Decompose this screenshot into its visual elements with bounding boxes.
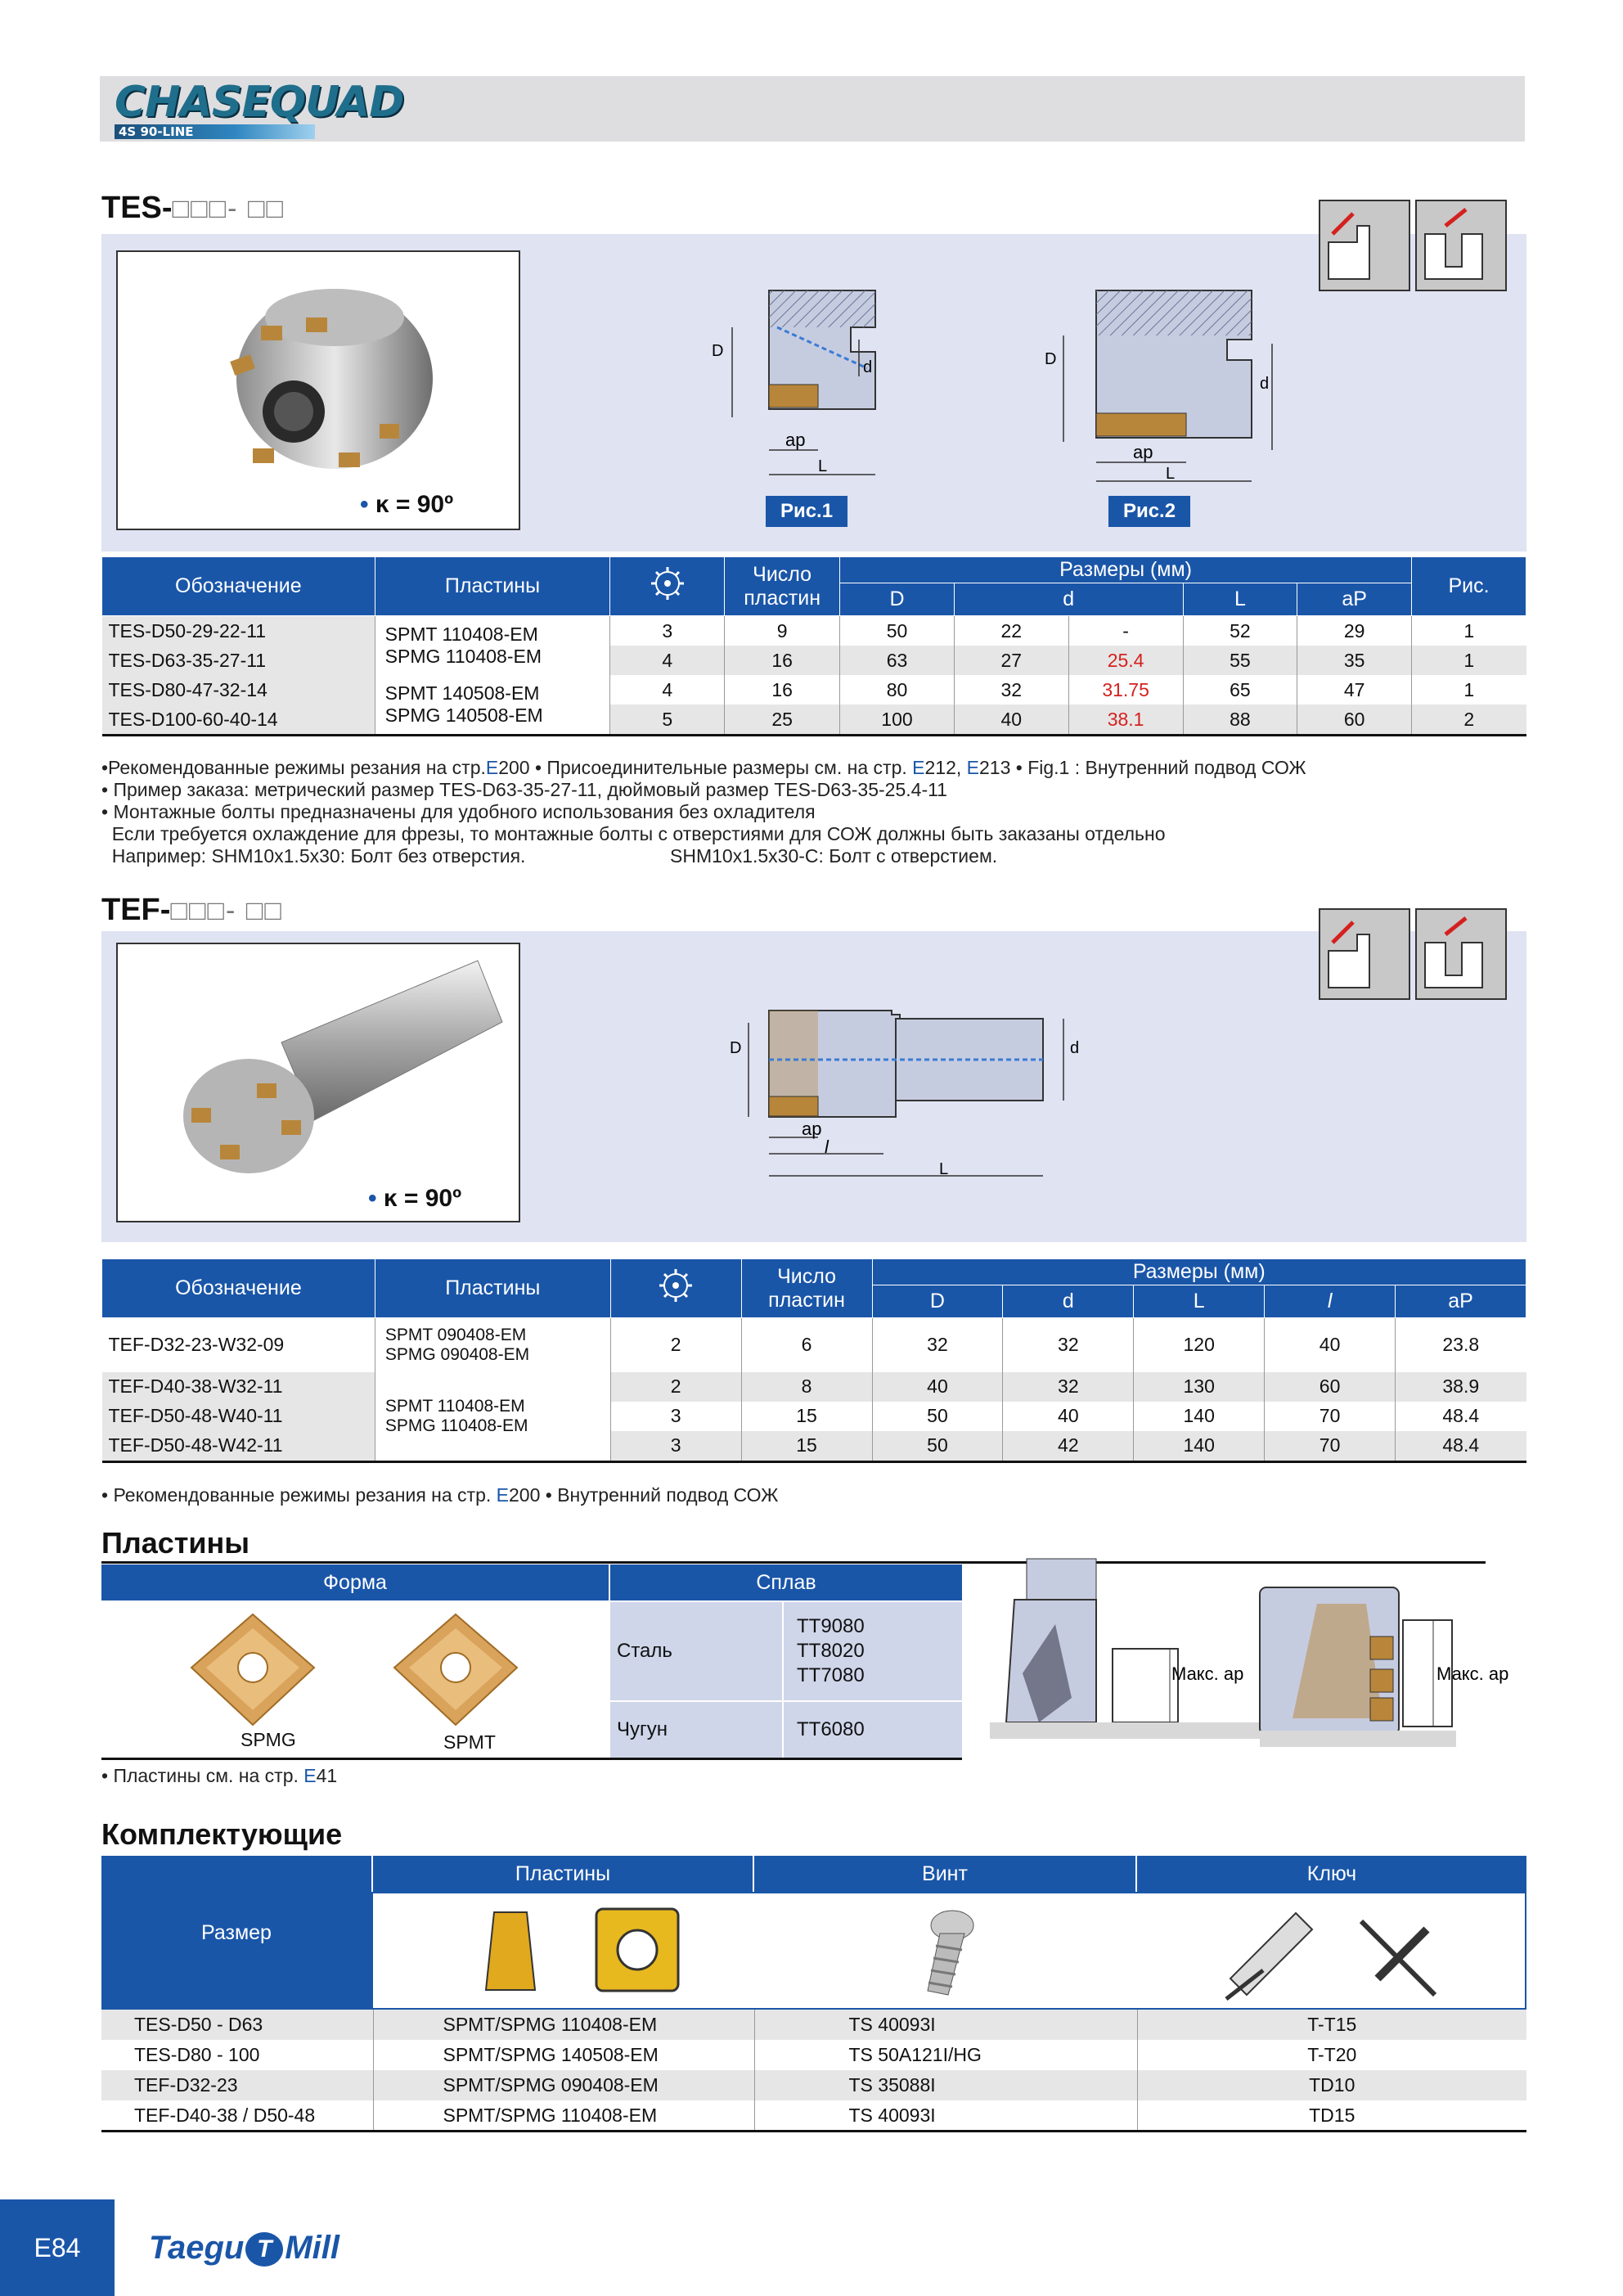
tef-note: • Рекомендованные режимы резания на стр. E200 • Внутренний подвод СОЖ bbox=[101, 1484, 779, 1506]
parts-key: T-T20 bbox=[1137, 2040, 1526, 2070]
steel-grades bbox=[784, 1602, 962, 1700]
parts-screw: TS 40093I bbox=[754, 2100, 1137, 2132]
slot-milling-icon bbox=[1415, 200, 1507, 291]
tes-note-4: Если требуется охлаждение для фрезы, то монтажные болты с отверстиями для СОЖ должны быть заказаны отдельно bbox=[101, 823, 1166, 844]
parts-col-inserts: Пластины bbox=[373, 1856, 753, 1892]
cell: 1 bbox=[1412, 675, 1526, 705]
cell: 32 bbox=[954, 675, 1068, 705]
cell: 2 bbox=[610, 1318, 741, 1372]
tes-col-d: d bbox=[954, 583, 1183, 616]
cell: 140 bbox=[1134, 1431, 1265, 1462]
tef-table bbox=[101, 1258, 1526, 1463]
parts-key: T-T15 bbox=[1137, 2010, 1526, 2040]
parts-key: TD10 bbox=[1137, 2070, 1526, 2100]
fig2-dim-ap: ap bbox=[1133, 442, 1153, 462]
cell: 80 bbox=[840, 675, 955, 705]
plates-table bbox=[101, 1564, 962, 1758]
cell: 40 bbox=[1265, 1318, 1396, 1372]
tes-col-count: Число пластин bbox=[725, 557, 840, 616]
parts-screw: TS 50A121I/HG bbox=[754, 2040, 1137, 2070]
parts-screw: TS 40093I bbox=[754, 2010, 1137, 2040]
brand-taegu: Taegu bbox=[149, 2230, 245, 2266]
cell: 1 bbox=[1412, 646, 1526, 675]
cell: 4 bbox=[610, 646, 725, 675]
insert-name: SPMT 110408-EM bbox=[384, 624, 538, 645]
tes-fig2-badge: Рис.2 bbox=[1108, 496, 1190, 527]
cell: 65 bbox=[1183, 675, 1297, 705]
parts-ins: SPMT/SPMG 090408-EM bbox=[373, 2070, 754, 2100]
teeth-icon bbox=[655, 1265, 696, 1306]
cell: 70 bbox=[1265, 1431, 1396, 1462]
tef-drawing bbox=[720, 994, 1194, 1195]
plates-col-alloy: Сплав bbox=[610, 1564, 962, 1600]
tes-row-code: TES-D50-29-22-11 bbox=[102, 616, 375, 646]
cell: 2 bbox=[610, 1372, 741, 1402]
cell: 130 bbox=[1134, 1372, 1265, 1402]
tes-col-dims: Размеры (мм) bbox=[840, 557, 1412, 583]
parts-col-size: Размер bbox=[101, 1856, 371, 2010]
cell: - bbox=[1068, 616, 1183, 646]
tes-title bbox=[101, 190, 285, 227]
brand-mill: Mill bbox=[285, 2230, 339, 2266]
cell: 15 bbox=[741, 1431, 872, 1462]
insert-name: SPMT 140508-EM bbox=[384, 682, 540, 704]
cell: 47 bbox=[1297, 675, 1412, 705]
tef-dim-D: D bbox=[730, 1039, 742, 1057]
table-row bbox=[102, 646, 1526, 675]
cell: 50 bbox=[840, 616, 955, 646]
parts-title: Комплектующие bbox=[101, 1817, 343, 1851]
tes-cutter-image bbox=[118, 252, 519, 529]
brand-t-emblem: T bbox=[245, 2232, 283, 2267]
table-row bbox=[102, 705, 1526, 736]
tef-cutter-image bbox=[118, 944, 519, 1221]
tes-code-boxes: □□□- □□ bbox=[172, 193, 285, 224]
parts-ins: SPMT/SPMG 110408-EM bbox=[373, 2100, 754, 2132]
tes-inserts-b bbox=[375, 675, 610, 736]
tef-dim-l: l bbox=[825, 1137, 829, 1157]
tef-col-count: Число пластин bbox=[741, 1259, 872, 1318]
max-ap-label-2: Макс. ap bbox=[1436, 1663, 1509, 1684]
cell: 29 bbox=[1297, 616, 1412, 646]
insert-side-icon bbox=[478, 1908, 543, 1998]
parts-size: TEF-D32-23 bbox=[101, 2070, 373, 2100]
cell-inch: 31.75 bbox=[1068, 675, 1183, 705]
cell: 1 bbox=[1412, 616, 1526, 646]
cell: 140 bbox=[1134, 1402, 1265, 1431]
tef-inserts-b bbox=[375, 1372, 610, 1462]
t-key-icon bbox=[1345, 1905, 1451, 2003]
tef-col-dims: Размеры (мм) bbox=[872, 1259, 1526, 1285]
cell: 60 bbox=[1265, 1372, 1396, 1402]
tef-dim-L: L bbox=[939, 1160, 949, 1178]
parts-size: TES-D80 - 100 bbox=[134, 2044, 260, 2065]
table-row bbox=[101, 2100, 1526, 2132]
table-row bbox=[102, 1431, 1526, 1462]
cell: 3 bbox=[610, 1402, 741, 1431]
parts-header bbox=[101, 1856, 1526, 2010]
fig1-dim-d: d bbox=[863, 358, 873, 376]
parts-key: TD15 bbox=[1137, 2100, 1526, 2132]
tes-col-fig: Рис. bbox=[1412, 557, 1526, 616]
cell: 3 bbox=[610, 616, 725, 646]
parts-col-screw: Винт bbox=[754, 1856, 1135, 1892]
parts-size: TES-D50 - D63 bbox=[101, 2010, 373, 2040]
cell: 32 bbox=[1003, 1318, 1134, 1372]
cell: 15 bbox=[741, 1402, 872, 1431]
page-number: E84 bbox=[0, 2199, 115, 2296]
iron-grade: TT6080 bbox=[784, 1702, 962, 1758]
cell: 88 bbox=[1183, 705, 1297, 736]
cell: 40 bbox=[1003, 1402, 1134, 1431]
cell: 63 bbox=[840, 646, 955, 675]
cell: 27 bbox=[954, 646, 1068, 675]
steel-label: Сталь bbox=[610, 1602, 782, 1700]
spmt-label: SPMT bbox=[443, 1731, 496, 1753]
plates-bottom-rule bbox=[101, 1758, 962, 1760]
parts-ins: SPMT/SPMG 110408-EM bbox=[373, 2010, 754, 2040]
cell: 16 bbox=[725, 646, 840, 675]
tes-inserts-a bbox=[375, 616, 610, 676]
cell: 35 bbox=[1297, 646, 1412, 675]
torx-key-icon bbox=[1214, 1905, 1320, 2003]
parts-col-key: Ключ bbox=[1137, 1856, 1526, 1892]
plates-title: Пластины bbox=[101, 1526, 250, 1560]
plates-note: • Пластины см. на стр. E41 bbox=[101, 1765, 338, 1786]
tes-note-2: • Пример заказа: метрический размер TES-D63-35-27-11, дюймовый размер TES-D63-35-25.4-11 bbox=[101, 779, 947, 800]
tes-kappa: • ĸ = 90º bbox=[360, 491, 454, 518]
cell: 60 bbox=[1297, 705, 1412, 736]
cell: 3 bbox=[610, 1431, 741, 1462]
insert-name: SPMG 140508-EM bbox=[384, 705, 543, 726]
tes-fig1-badge: Рис.1 bbox=[766, 496, 847, 527]
tef-row-code: TEF-D32-23-W32-09 bbox=[102, 1318, 375, 1372]
grade: TT8020 bbox=[797, 1640, 865, 1662]
plates-rule bbox=[101, 1561, 1486, 1564]
tef-col-teeth bbox=[610, 1259, 741, 1318]
tef-title bbox=[101, 892, 283, 929]
cell: 40 bbox=[872, 1372, 1003, 1402]
tes-row-code: TES-D80-47-32-14 bbox=[102, 675, 375, 705]
grade: TT9080 bbox=[797, 1615, 865, 1637]
footer-brand bbox=[149, 2227, 339, 2268]
tef-col-l: l bbox=[1265, 1285, 1396, 1318]
tes-col-L: L bbox=[1183, 583, 1297, 616]
tes-kappa-text: ĸ = 90º bbox=[375, 491, 454, 518]
cell: 23.8 bbox=[1396, 1318, 1526, 1372]
tef-code-boxes: □□□- □□ bbox=[170, 895, 283, 926]
tes-row-code: TES-D63-35-27-11 bbox=[102, 646, 375, 675]
tef-col-d: d bbox=[1003, 1285, 1134, 1318]
parts-screw: TS 35088I bbox=[754, 2070, 1137, 2100]
parts-size: TEF-D40-38 / D50-48 bbox=[134, 2104, 316, 2126]
spmg-insert-image bbox=[183, 1610, 322, 1733]
cell: 52 bbox=[1183, 616, 1297, 646]
tef-photo bbox=[116, 943, 520, 1222]
tes-photo bbox=[116, 250, 520, 530]
cell: 38.9 bbox=[1396, 1372, 1526, 1402]
tef-kappa-text: ĸ = 90º bbox=[383, 1185, 462, 1212]
tef-shoulder-milling-icon bbox=[1319, 908, 1410, 1000]
tes-fig2-drawing bbox=[1045, 278, 1297, 491]
cell: 25 bbox=[725, 705, 840, 736]
tes-table bbox=[101, 556, 1526, 736]
cell-inch: 38.1 bbox=[1068, 705, 1183, 736]
fig2-dim-D: D bbox=[1045, 350, 1057, 368]
tes-col-designation: Обозначение bbox=[102, 557, 375, 616]
brand-logo: CHASEQUAD bbox=[115, 78, 404, 127]
tef-col-L: L bbox=[1134, 1285, 1265, 1318]
cell: 32 bbox=[872, 1318, 1003, 1372]
iron-label: Чугун bbox=[610, 1702, 782, 1758]
tes-col-inserts: Пластины bbox=[375, 557, 610, 616]
tes-note-1: •Рекомендованные режимы резания на стр.E200 • Присоединительные размеры см. на стр. E212, E213 • Fig.1 : Внутренний подвод СОЖ bbox=[101, 757, 1306, 778]
tes-note-5: Например: SHM10x1.5x30: Болт без отверстия. SHM10x1.5x30-C: Болт с отверстием. bbox=[101, 845, 998, 867]
insert-top-icon bbox=[592, 1905, 682, 1995]
screw-icon bbox=[903, 1905, 985, 2003]
table-row bbox=[102, 1318, 1526, 1372]
cell: 40 bbox=[954, 705, 1068, 736]
teeth-icon bbox=[647, 563, 688, 604]
table-row bbox=[102, 675, 1526, 705]
spmt-insert-image bbox=[386, 1610, 525, 1733]
insert-name: SPMG 110408-EM bbox=[384, 646, 542, 667]
tes-note-3: • Монтажные болты предназначены для удобного использования без охладителя bbox=[101, 801, 816, 822]
tef-col-ap: aP bbox=[1396, 1285, 1526, 1318]
table-row bbox=[101, 2010, 1526, 2040]
logo-subtitle: 4S 90-LINE bbox=[119, 124, 194, 139]
insert-name: SPMG 110408-EM bbox=[384, 1416, 528, 1435]
cell: 5 bbox=[610, 705, 725, 736]
fig1-dim-L: L bbox=[818, 457, 828, 475]
cell: 55 bbox=[1183, 646, 1297, 675]
spmg-label: SPMG bbox=[241, 1729, 296, 1750]
fig2-dim-L: L bbox=[1166, 465, 1176, 483]
cell: 42 bbox=[1003, 1431, 1134, 1462]
tef-dim-d: d bbox=[1070, 1039, 1080, 1057]
tes-notes bbox=[101, 757, 1541, 867]
tef-inserts-a bbox=[375, 1318, 610, 1372]
tes-fig1-drawing bbox=[704, 278, 900, 491]
plates-col-form: Форма bbox=[101, 1564, 609, 1600]
max-ap-label-1: Макс. ap bbox=[1171, 1663, 1244, 1684]
tef-col-designation: Обозначение bbox=[102, 1259, 375, 1318]
table-row bbox=[102, 1402, 1526, 1431]
cell: 100 bbox=[840, 705, 955, 736]
grade: TT7080 bbox=[797, 1664, 865, 1686]
tef-col-D: D bbox=[872, 1285, 1003, 1318]
cell: 22 bbox=[954, 616, 1068, 646]
cell: 4 bbox=[610, 675, 725, 705]
tef-kappa: • ĸ = 90º bbox=[368, 1185, 462, 1212]
cell-inch: 25.4 bbox=[1068, 646, 1183, 675]
cell: 9 bbox=[725, 616, 840, 646]
insert-name: SPMG 090408-EM bbox=[384, 1344, 530, 1364]
max-ap-drawing-2 bbox=[1260, 1579, 1513, 1751]
insert-name: SPMT 110408-EM bbox=[384, 1396, 525, 1416]
table-row bbox=[102, 1372, 1526, 1402]
parts-table bbox=[101, 2010, 1526, 2132]
cell: 16 bbox=[725, 675, 840, 705]
tef-title-text: TEF- bbox=[101, 893, 171, 927]
insert-name: SPMT 090408-EM bbox=[384, 1325, 527, 1344]
tef-slot-milling-icon bbox=[1415, 908, 1507, 1000]
fig2-dim-d: d bbox=[1260, 375, 1270, 393]
tes-col-D: D bbox=[840, 583, 955, 616]
cell: 6 bbox=[741, 1318, 872, 1372]
tef-row-code: TEF-D40-38-W32-11 bbox=[102, 1372, 375, 1402]
cell: 2 bbox=[1412, 705, 1526, 736]
cell: 120 bbox=[1134, 1318, 1265, 1372]
cell: 8 bbox=[741, 1372, 872, 1402]
table-row bbox=[102, 616, 1526, 646]
tes-col-ap: aP bbox=[1297, 583, 1412, 616]
tef-row-code: TEF-D50-48-W42-11 bbox=[102, 1431, 375, 1462]
tes-row-code: TES-D100-60-40-14 bbox=[102, 705, 375, 736]
tes-title-text: TES- bbox=[101, 191, 173, 225]
plates-form-cell bbox=[101, 1602, 609, 1758]
max-ap-drawing-1 bbox=[990, 1559, 1260, 1747]
cell: 70 bbox=[1265, 1402, 1396, 1431]
fig1-dim-ap: ap bbox=[785, 430, 806, 450]
table-row bbox=[101, 2040, 1526, 2070]
tes-col-teeth bbox=[610, 557, 725, 616]
cell: 50 bbox=[872, 1431, 1003, 1462]
cell: 32 bbox=[1003, 1372, 1134, 1402]
fig1-dim-D: D bbox=[712, 342, 724, 360]
tef-row-code: TEF-D50-48-W40-11 bbox=[102, 1402, 375, 1431]
tef-dim-ap: ap bbox=[802, 1119, 822, 1139]
tef-col-inserts: Пластины bbox=[375, 1259, 610, 1318]
cell: 50 bbox=[872, 1402, 1003, 1431]
cell: 48.4 bbox=[1396, 1431, 1526, 1462]
table-row bbox=[101, 2070, 1526, 2100]
parts-ins: SPMT/SPMG 140508-EM bbox=[373, 2040, 754, 2070]
shoulder-milling-icon bbox=[1319, 200, 1410, 291]
cell: 48.4 bbox=[1396, 1402, 1526, 1431]
